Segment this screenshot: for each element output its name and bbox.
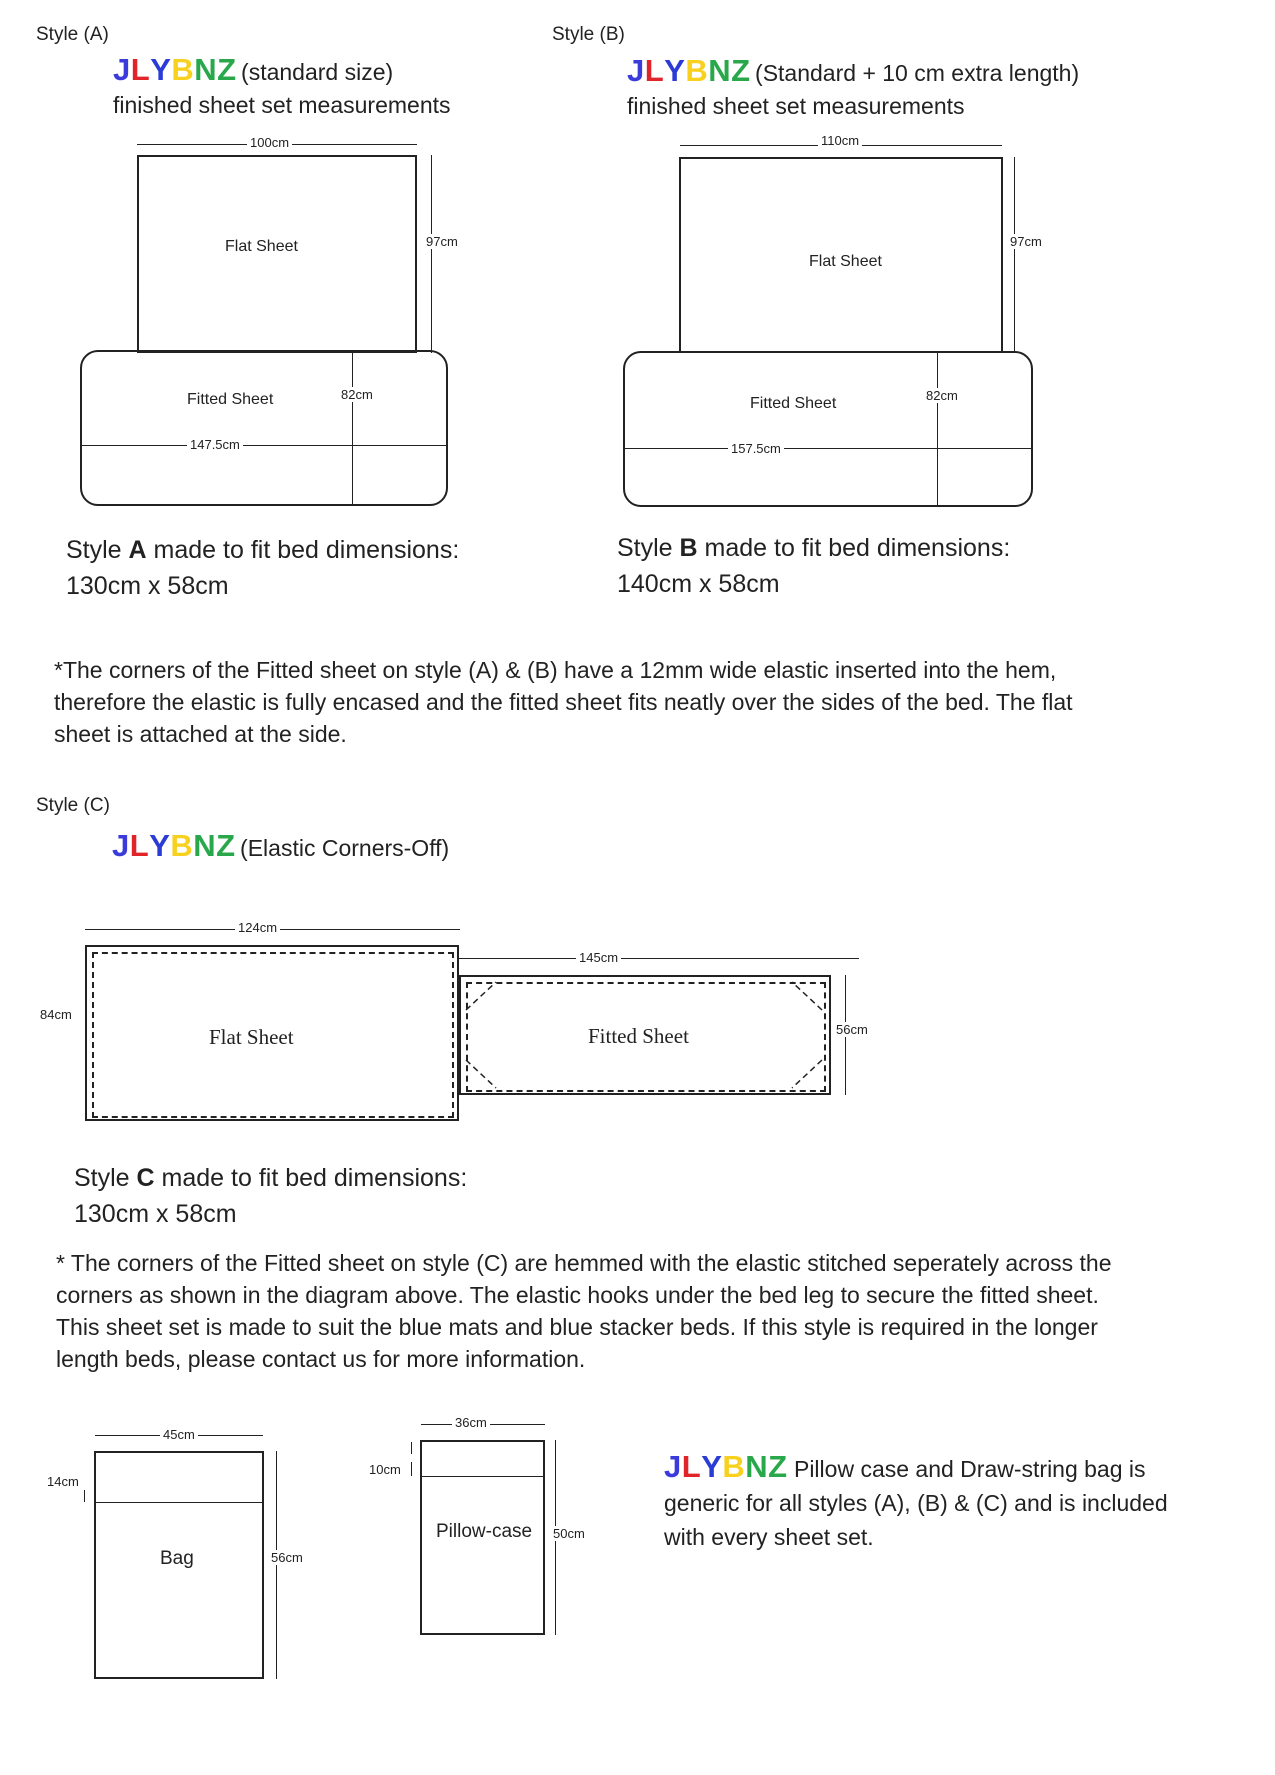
style-b-fit-bold: B <box>679 534 698 562</box>
brand-letter: B <box>170 828 194 863</box>
brand-letter: Z <box>731 53 751 88</box>
brand-letter: Z <box>216 828 236 863</box>
pillow-label: Pillow-case <box>436 1521 533 1542</box>
style-c-fit-text <box>74 1160 467 1232</box>
style-c-fit-dims: 130cm x 58cm <box>74 1200 237 1228</box>
style-a-fitted-width: 82cm <box>338 387 376 402</box>
style-a-fitted-length: 147.5cm <box>187 437 243 452</box>
bag-height-line <box>276 1451 277 1679</box>
style-a-flat-label: Flat Sheet <box>225 238 298 255</box>
pillow-height: 50cm <box>550 1526 588 1541</box>
pillow-width: 36cm <box>452 1415 490 1430</box>
style-b-label: Style (B) <box>552 24 625 45</box>
pillow-flap-line <box>420 1476 545 1477</box>
brand-letter: L <box>130 52 151 87</box>
style-a-fit-pre: Style <box>66 536 129 564</box>
style-b-fitted-length: 157.5cm <box>728 441 784 456</box>
style-b-fitted-width: 82cm <box>923 388 961 403</box>
note-style-c: * The corners of the Fitted sheet on style (C) are hemmed with the elastic stitched seperately across the corners as shown in the diagram above. The elastic hooks under the bed leg to secure the fitted sheet. This sheet set is made to suit the blue mats and blue stacker beds. If this style is required in the longer length beds, please contact us for more information. <box>56 1250 1112 1372</box>
brand-letter: L <box>129 828 150 863</box>
brand-letter: N <box>194 52 218 87</box>
brand-letter: J <box>112 828 130 863</box>
style-c-fit-pre: Style <box>74 1164 137 1192</box>
style-a-subtitle: finished sheet set measurements <box>113 92 451 118</box>
style-a-fit-bold: A <box>128 536 147 564</box>
style-b-variant: (Standard + 10 cm extra length) <box>755 60 1080 86</box>
style-a-fit-dims: 130cm x 58cm <box>66 572 229 600</box>
style-b-subtitle: finished sheet set measurements <box>627 93 965 119</box>
bag-label: Bag <box>160 1548 194 1569</box>
bag-width: 45cm <box>160 1427 198 1442</box>
generic-note-line2: generic for all styles (A), (B) & (C) and is included <box>664 1490 1168 1516</box>
style-a-label: Style (A) <box>36 24 109 45</box>
style-b-flat-label: Flat Sheet <box>809 253 882 270</box>
brand-letter: Y <box>149 828 171 863</box>
style-c-label: Style (C) <box>36 795 110 816</box>
bag-height: 56cm <box>268 1550 306 1565</box>
style-c-fitted-label: Fitted Sheet <box>588 1024 689 1048</box>
bag-flap-line <box>94 1502 264 1503</box>
brand-logo <box>664 1449 788 1484</box>
style-a-flat-height: 97cm <box>423 234 461 249</box>
style-a-fitted-label: Fitted Sheet <box>187 391 274 408</box>
brand-letter: J <box>664 1449 682 1484</box>
brand-letter: B <box>171 52 195 87</box>
style-b-flat-width: 110cm <box>818 133 862 148</box>
brand-letter: B <box>722 1449 746 1484</box>
brand-letter: Y <box>150 52 172 87</box>
brand-letter: J <box>627 53 645 88</box>
style-b-fit-dims: 140cm x 58cm <box>617 570 780 598</box>
style-b-fit-pre: Style <box>617 534 680 562</box>
pillow-flap-tick-top <box>411 1442 412 1454</box>
style-a-fit-post: made to fit bed dimensions: <box>146 536 460 564</box>
style-c-fitted-length: 145cm <box>576 950 621 965</box>
note-style-ab: *The corners of the Fitted sheet on style (A) & (B) have a 12mm wide elastic inserted into the hem, therefore the elastic is fully encased and the fitted sheet fits neatly over the sides of the bed. The flat sheet is attached at the side. <box>54 657 1073 747</box>
brand-letter: N <box>193 828 217 863</box>
brand-letter: L <box>644 53 665 88</box>
generic-note-line3: with every sheet set. <box>664 1524 874 1550</box>
bag-flap-tick <box>84 1490 85 1502</box>
bag-flap: 14cm <box>44 1474 82 1489</box>
pillow-flap: 10cm <box>366 1462 404 1477</box>
style-c-variant: (Elastic Corners-Off) <box>240 835 450 861</box>
brand-letter: L <box>681 1449 702 1484</box>
brand-letter: B <box>685 53 709 88</box>
generic-note <box>664 1451 1168 1556</box>
style-b-fitted-label: Fitted Sheet <box>750 395 837 412</box>
style-b-flat-height: 97cm <box>1007 234 1045 249</box>
style-c-flat-label: Flat Sheet <box>209 1025 294 1049</box>
style-a-flat-width: 100cm <box>247 135 292 150</box>
generic-note-line1: Pillow case and Draw-string bag is <box>787 1456 1146 1482</box>
brand-letter: Y <box>664 53 686 88</box>
brand-letter: Z <box>768 1449 788 1484</box>
brand-letter: Y <box>701 1449 723 1484</box>
style-b-fit-post: made to fit bed dimensions: <box>697 534 1011 562</box>
style-c-fit-bold: C <box>136 1164 155 1192</box>
style-a-variant: (standard size) <box>241 59 394 85</box>
style-c-fitted-width: 56cm <box>833 1022 871 1037</box>
style-c-flat-height: 84cm <box>37 1007 75 1022</box>
pillow-flap-tick <box>411 1462 412 1476</box>
brand-letter: Z <box>217 52 237 87</box>
brand-letter: N <box>708 53 732 88</box>
style-c-flat-width: 124cm <box>235 920 280 935</box>
brand-letter: J <box>113 52 131 87</box>
style-c-fit-post: made to fit bed dimensions: <box>154 1164 468 1192</box>
brand-letter: N <box>745 1449 769 1484</box>
